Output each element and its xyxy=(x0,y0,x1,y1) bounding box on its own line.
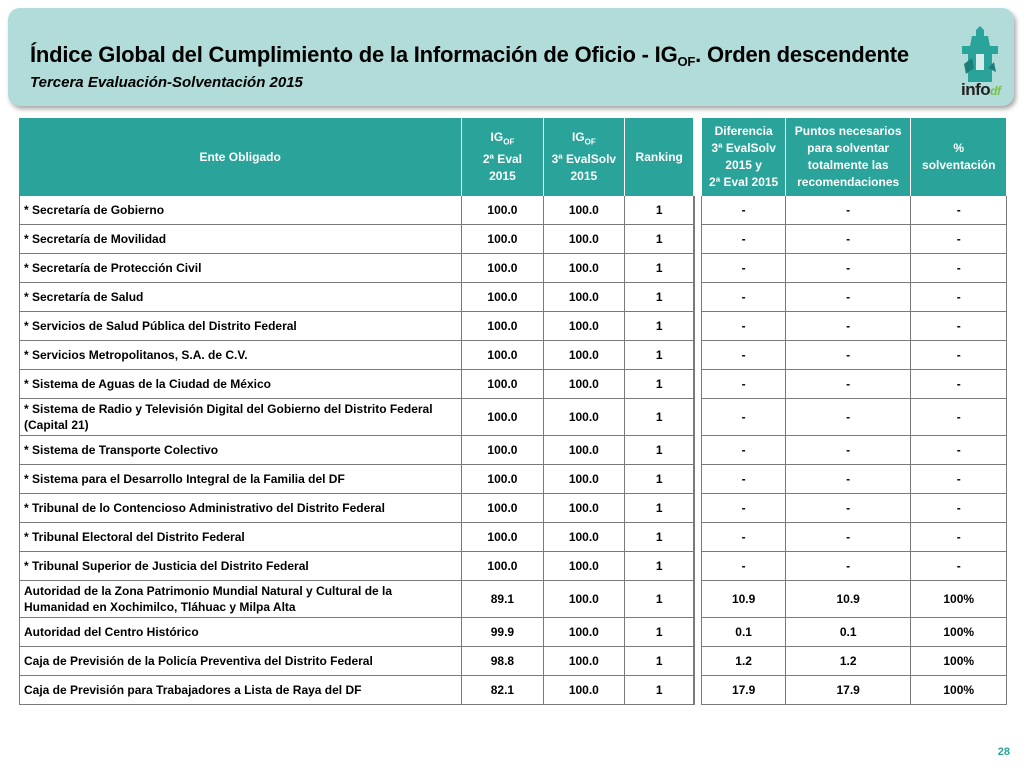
cell-diferencia: - xyxy=(702,494,785,523)
column-gap xyxy=(694,370,702,399)
table-row xyxy=(19,581,1007,618)
cell-ranking: 1 xyxy=(625,283,694,312)
cell-solventacion: - xyxy=(911,436,1007,465)
table-row xyxy=(19,494,1007,523)
cell-diferencia: 17.9 xyxy=(702,676,785,705)
cell-diferencia: - xyxy=(702,552,785,581)
column-gap xyxy=(694,523,702,552)
cell-ig2: 100.0 xyxy=(462,225,543,254)
cell-ranking: 1 xyxy=(625,370,694,399)
cell-ig3: 100.0 xyxy=(544,436,625,465)
cell-ig2: 100.0 xyxy=(462,283,543,312)
column-gap xyxy=(694,254,702,283)
table-row xyxy=(19,523,1007,552)
cell-solventacion: - xyxy=(911,312,1007,341)
cell-solventacion: 100% xyxy=(911,581,1007,618)
table-row xyxy=(19,436,1007,465)
cell-ig2: 100.0 xyxy=(462,465,543,494)
cell-ente: * Servicios Metropolitanos, S.A. de C.V. xyxy=(19,341,462,370)
column-gap xyxy=(694,312,702,341)
column-gap xyxy=(694,118,702,196)
cell-diferencia: - xyxy=(702,254,785,283)
cell-solventacion: - xyxy=(911,341,1007,370)
cell-puntos: 0.1 xyxy=(786,618,912,647)
cell-ig2: 100.0 xyxy=(462,436,543,465)
page-title: Índice Global del Cumplimiento de la Información de Oficio - $IG_{OF}$. Orden descendente xyxy=(30,42,909,69)
angel-monument-icon xyxy=(948,24,1012,84)
column-gap xyxy=(694,196,702,225)
cell-puntos: - xyxy=(786,312,912,341)
cell-ente: Caja de Previsión para Trabajadores a Lista de Raya del DF xyxy=(19,676,462,705)
cell-ig2: 100.0 xyxy=(462,341,543,370)
cell-puntos: - xyxy=(786,523,912,552)
cell-ranking: 1 xyxy=(625,254,694,283)
cell-solventacion: - xyxy=(911,196,1007,225)
cell-diferencia: 0.1 xyxy=(702,618,785,647)
column-gap xyxy=(694,676,702,705)
cell-diferencia: - xyxy=(702,283,785,312)
page-subtitle: Tercera Evaluación-Solventación 2015 xyxy=(30,74,303,91)
cell-ig2: 98.8 xyxy=(462,647,543,676)
cell-ente: * Servicios de Salud Pública del Distrito Federal xyxy=(19,312,462,341)
cell-ente: * Sistema de Radio y Televisión Digital del Gobierno del Distrito Federal (Capital 21) xyxy=(19,399,462,436)
cell-solventacion: 100% xyxy=(911,676,1007,705)
col-header-diferencia: Diferencia 3ª EvalSolv 2015 y 2ª Eval 2015 xyxy=(702,118,785,196)
table-row xyxy=(19,283,1007,312)
cell-solventacion: - xyxy=(911,523,1007,552)
column-gap xyxy=(694,399,702,436)
column-gap xyxy=(694,494,702,523)
cell-diferencia: 10.9 xyxy=(702,581,785,618)
cell-diferencia: - xyxy=(702,196,785,225)
cell-solventacion: 100% xyxy=(911,618,1007,647)
col-header-ig2: $IG_{OF}$ 2ª Eval 2015 xyxy=(462,118,543,196)
column-gap xyxy=(694,581,702,618)
column-gap xyxy=(694,647,702,676)
cell-ranking: 1 xyxy=(625,399,694,436)
cell-ranking: 1 xyxy=(625,552,694,581)
cell-ig3: 100.0 xyxy=(544,581,625,618)
column-gap xyxy=(694,436,702,465)
cell-ig3: 100.0 xyxy=(544,494,625,523)
title-banner xyxy=(8,8,1014,106)
cell-diferencia: - xyxy=(702,523,785,552)
cell-ig3: 100.0 xyxy=(544,676,625,705)
column-gap xyxy=(694,618,702,647)
column-gap xyxy=(694,283,702,312)
cell-ente: Autoridad del Centro Histórico xyxy=(19,618,462,647)
cell-diferencia: - xyxy=(702,465,785,494)
cell-ranking: 1 xyxy=(625,312,694,341)
cell-ente: * Sistema de Transporte Colectivo xyxy=(19,436,462,465)
cell-puntos: - xyxy=(786,552,912,581)
cell-ig2: 100.0 xyxy=(462,494,543,523)
table-row xyxy=(19,676,1007,705)
column-gap xyxy=(694,225,702,254)
cell-solventacion: - xyxy=(911,552,1007,581)
cell-ig3: 100.0 xyxy=(544,618,625,647)
cell-diferencia: - xyxy=(702,312,785,341)
cell-ranking: 1 xyxy=(625,494,694,523)
cell-diferencia: - xyxy=(702,225,785,254)
cell-ig3: 100.0 xyxy=(544,225,625,254)
cell-ranking: 1 xyxy=(625,341,694,370)
cell-puntos: - xyxy=(786,494,912,523)
cell-puntos: - xyxy=(786,341,912,370)
cell-ente: Autoridad de la Zona Patrimonio Mundial Natural y Cultural de la Humanidad en Xochimilco, Tláhuac y Milpa Alta xyxy=(19,581,462,618)
table-row xyxy=(19,254,1007,283)
cell-ig3: 100.0 xyxy=(544,647,625,676)
compliance-table xyxy=(19,118,1007,705)
cell-solventacion: - xyxy=(911,465,1007,494)
cell-puntos: 17.9 xyxy=(786,676,912,705)
col-header-ente: Ente Obligado xyxy=(19,118,462,196)
cell-ente: * Tribunal de lo Contencioso Administrativo del Distrito Federal xyxy=(19,494,462,523)
cell-ente: Caja de Previsión de la Policía Preventiva del Distrito Federal xyxy=(19,647,462,676)
cell-puntos: - xyxy=(786,465,912,494)
col-header-ranking: Ranking xyxy=(625,118,694,196)
cell-ig2: 100.0 xyxy=(462,552,543,581)
cell-solventacion: - xyxy=(911,399,1007,436)
table-row xyxy=(19,370,1007,399)
cell-ente: * Secretaría de Movilidad xyxy=(19,225,462,254)
cell-ig3: 100.0 xyxy=(544,370,625,399)
column-gap xyxy=(694,552,702,581)
cell-solventacion: - xyxy=(911,494,1007,523)
cell-ranking: 1 xyxy=(625,225,694,254)
cell-ente: * Tribunal Superior de Justicia del Distrito Federal xyxy=(19,552,462,581)
cell-ig3: 100.0 xyxy=(544,196,625,225)
cell-ig2: 89.1 xyxy=(462,581,543,618)
table-row xyxy=(19,196,1007,225)
table-row xyxy=(19,225,1007,254)
cell-ig2: 100.0 xyxy=(462,370,543,399)
cell-puntos: 1.2 xyxy=(786,647,912,676)
cell-ig2: 99.9 xyxy=(462,618,543,647)
col-header-solventacion: % solventación xyxy=(911,118,1007,196)
cell-diferencia: - xyxy=(702,370,785,399)
cell-diferencia: - xyxy=(702,399,785,436)
cell-ig2: 100.0 xyxy=(462,196,543,225)
cell-puntos: - xyxy=(786,283,912,312)
cell-ig3: 100.0 xyxy=(544,523,625,552)
cell-ig3: 100.0 xyxy=(544,341,625,370)
cell-ranking: 1 xyxy=(625,196,694,225)
cell-ranking: 1 xyxy=(625,465,694,494)
infodf-logo xyxy=(948,24,1012,108)
cell-diferencia: - xyxy=(702,341,785,370)
cell-ig2: 100.0 xyxy=(462,312,543,341)
table-body xyxy=(19,196,1007,705)
col-header-puntos: Puntos necesarios para solventar totalmente las recomendaciones xyxy=(786,118,912,196)
cell-solventacion: - xyxy=(911,283,1007,312)
cell-ente: * Secretaría de Salud xyxy=(19,283,462,312)
cell-ranking: 1 xyxy=(625,581,694,618)
cell-ig3: 100.0 xyxy=(544,254,625,283)
col-header-ig3: $IG_{OF}$ 3ª EvalSolv 2015 xyxy=(544,118,625,196)
table-header-row xyxy=(19,118,1007,196)
cell-puntos: - xyxy=(786,399,912,436)
page-number: 28 xyxy=(997,746,1010,758)
cell-diferencia: - xyxy=(702,436,785,465)
cell-ig3: 100.0 xyxy=(544,399,625,436)
cell-solventacion: - xyxy=(911,370,1007,399)
cell-ig2: 100.0 xyxy=(462,254,543,283)
table-row xyxy=(19,647,1007,676)
column-gap xyxy=(694,341,702,370)
cell-diferencia: 1.2 xyxy=(702,647,785,676)
cell-ranking: 1 xyxy=(625,523,694,552)
cell-puntos: - xyxy=(786,225,912,254)
cell-puntos: - xyxy=(786,370,912,399)
cell-ranking: 1 xyxy=(625,676,694,705)
cell-ente: * Secretaría de Protección Civil xyxy=(19,254,462,283)
table-row xyxy=(19,312,1007,341)
cell-ranking: 1 xyxy=(625,436,694,465)
cell-puntos: - xyxy=(786,196,912,225)
cell-ranking: 1 xyxy=(625,647,694,676)
cell-ente: * Sistema de Aguas de la Ciudad de México xyxy=(19,370,462,399)
cell-ig2: 100.0 xyxy=(462,399,543,436)
cell-puntos: - xyxy=(786,436,912,465)
table-row xyxy=(19,399,1007,436)
table-row xyxy=(19,618,1007,647)
cell-ig3: 100.0 xyxy=(544,312,625,341)
column-gap xyxy=(694,465,702,494)
cell-ig3: 100.0 xyxy=(544,465,625,494)
cell-solventacion: - xyxy=(911,254,1007,283)
cell-ig2: 82.1 xyxy=(462,676,543,705)
table-row xyxy=(19,465,1007,494)
cell-puntos: - xyxy=(786,254,912,283)
cell-ente: * Sistema para el Desarrollo Integral de la Familia del DF xyxy=(19,465,462,494)
cell-puntos: 10.9 xyxy=(786,581,912,618)
table-row xyxy=(19,552,1007,581)
cell-ig2: 100.0 xyxy=(462,523,543,552)
table-row xyxy=(19,341,1007,370)
cell-ranking: 1 xyxy=(625,618,694,647)
cell-ig3: 100.0 xyxy=(544,283,625,312)
cell-solventacion: 100% xyxy=(911,647,1007,676)
logo-wordmark: infodf xyxy=(961,80,1001,99)
cell-ente: * Secretaría de Gobierno xyxy=(19,196,462,225)
cell-solventacion: - xyxy=(911,225,1007,254)
cell-ig3: 100.0 xyxy=(544,552,625,581)
cell-ente: * Tribunal Electoral del Distrito Federal xyxy=(19,523,462,552)
